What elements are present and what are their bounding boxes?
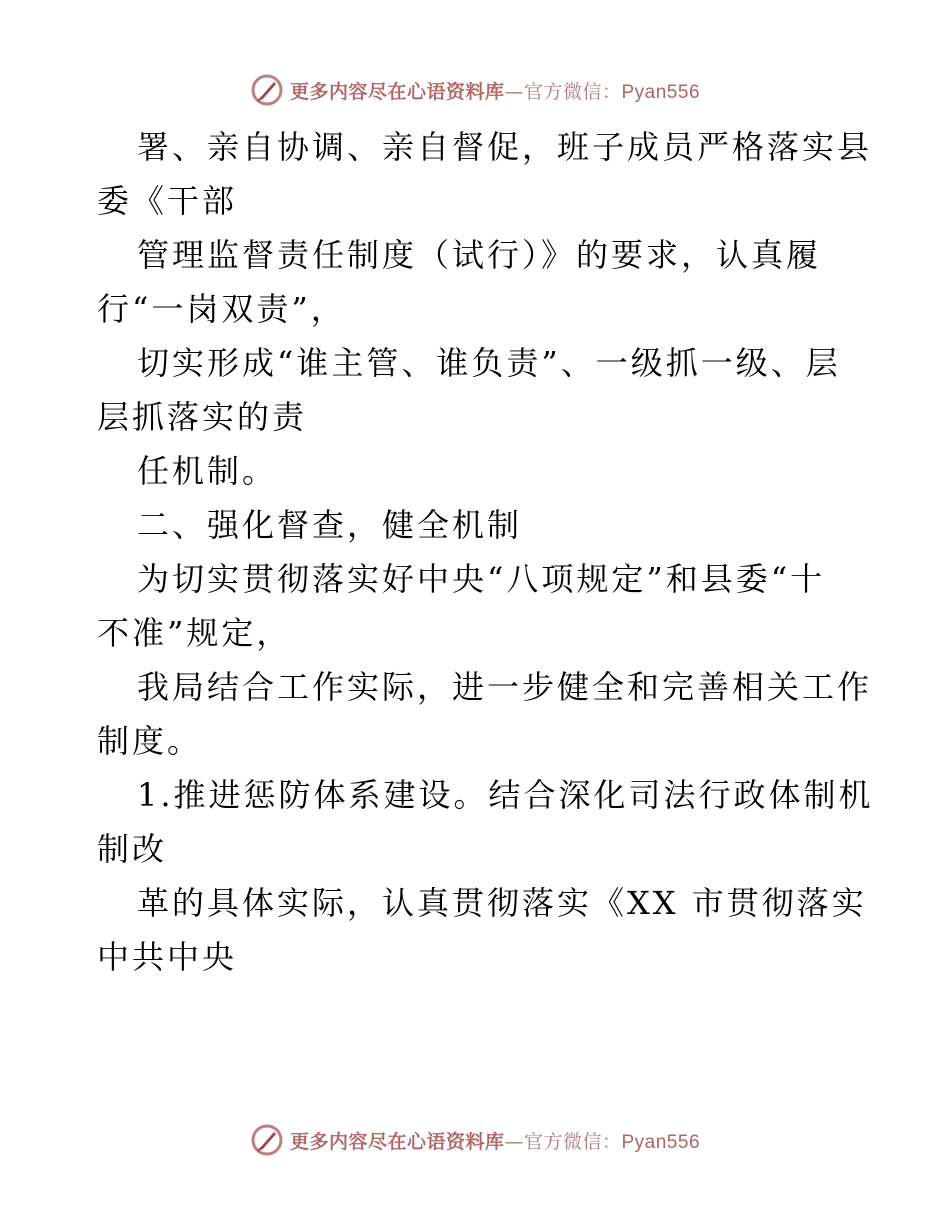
watermark-id: Pyan556 [621, 81, 701, 103]
header-watermark [0, 70, 950, 110]
text-line: 署、亲自协调、亲自督促，班子成员严格落实县 [137, 128, 873, 166]
text-line: 1.推进惩防体系建设。结合深化司法行政体制机 [137, 776, 874, 814]
watermark-label: 官方微信： [523, 1130, 622, 1153]
footer-watermark [0, 1120, 950, 1160]
text-line: 革的具体实际，认真贯彻落实《XX 市贯彻落实 [137, 884, 867, 922]
text-line: 任机制。 [137, 452, 278, 490]
document-body [97, 120, 874, 984]
text-line: 层抓落实的责 [97, 398, 308, 436]
watermark-separator: — [504, 1130, 524, 1153]
text-line: 切实形成“谁主管、谁负责”、一级抓一级、层 [137, 344, 841, 382]
text-line: 行“一岗双责”， [97, 290, 346, 328]
watermark-id: Pyan556 [621, 1131, 701, 1153]
quill-logo-icon [250, 1123, 284, 1157]
watermark-text [290, 1127, 700, 1154]
watermark-text [290, 77, 700, 104]
watermark-separator: — [504, 80, 524, 103]
watermark-label: 官方微信： [523, 80, 622, 103]
text-line: 不准”规定， [97, 614, 292, 652]
watermark-main: 更多内容尽在心语资料库 [289, 1130, 505, 1153]
text-line: 中共中央 [97, 938, 238, 976]
text-line: 管理监督责任制度（试行）》的要求，认真履 [137, 236, 822, 274]
quill-logo-icon [250, 73, 284, 107]
text-line: 为切实贯彻落实好中央“八项规定”和县委“十 [137, 560, 826, 598]
text-line: 委《干部 [97, 182, 238, 220]
text-line: 我局结合工作实际，进一步健全和完善相关工作 [137, 668, 873, 706]
watermark-main: 更多内容尽在心语资料库 [289, 80, 505, 103]
text-line: 制改 [97, 830, 168, 868]
text-line: 二、强化督查，健全机制 [137, 506, 523, 544]
text-line: 制度。 [97, 722, 203, 760]
